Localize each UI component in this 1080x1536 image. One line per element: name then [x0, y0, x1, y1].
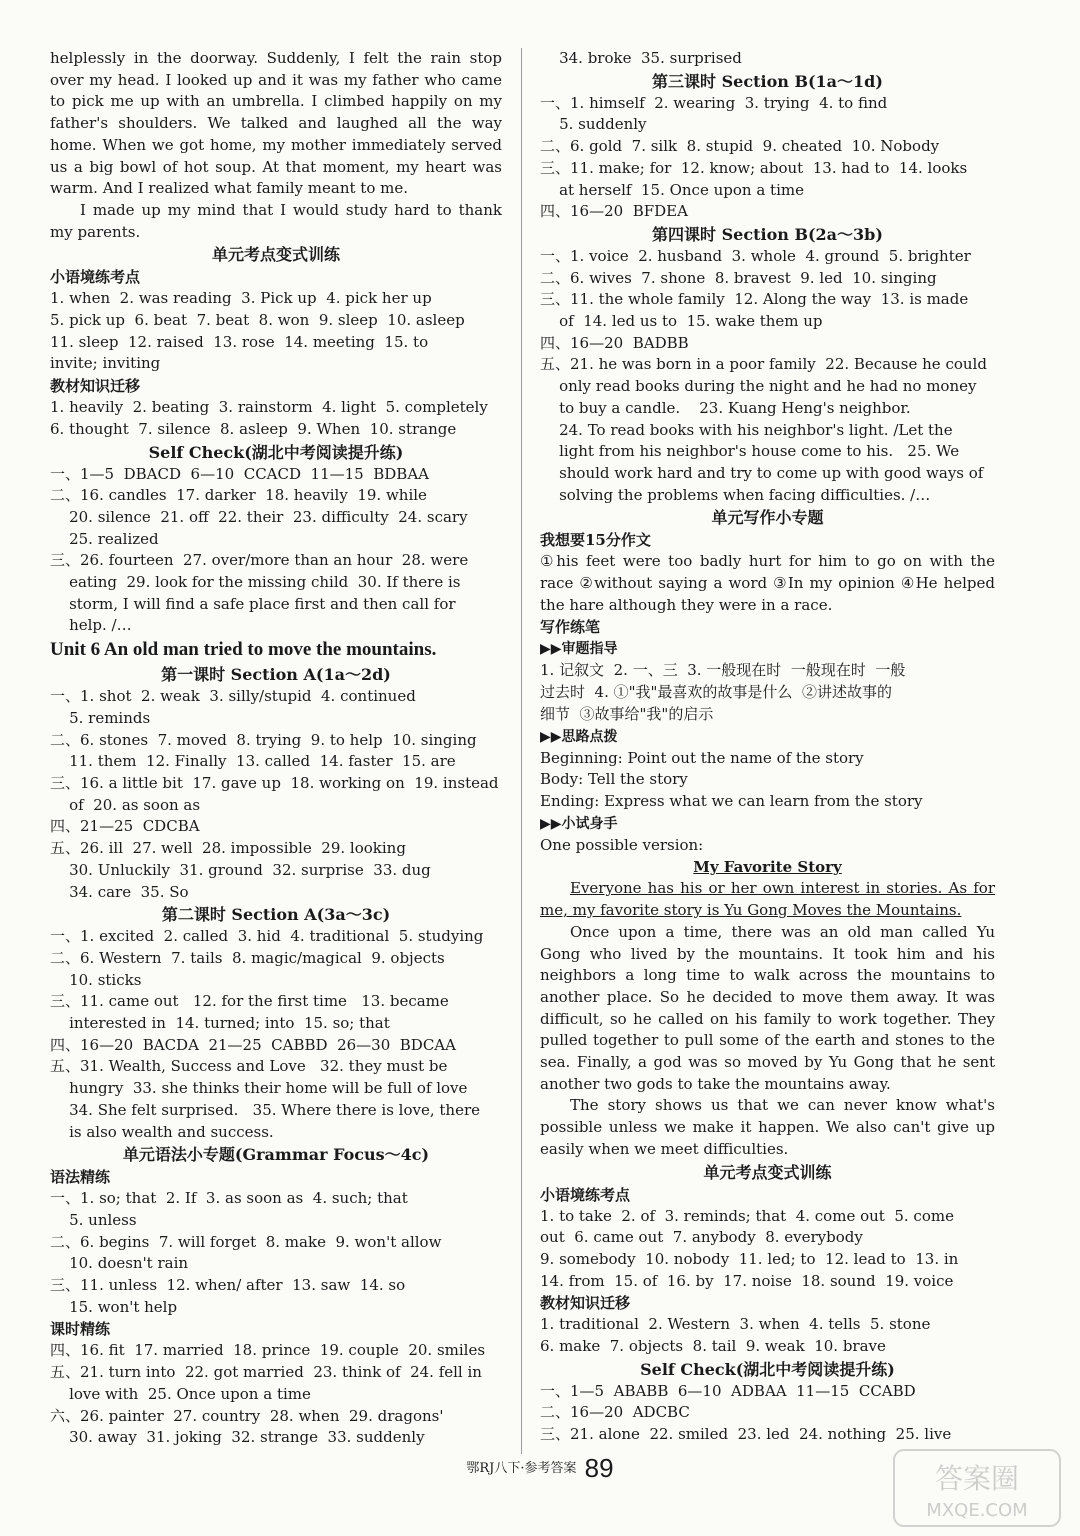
answer-line: 二、6. Western 7. tails 8. magic/magical 9. objects: [50, 948, 445, 967]
story-paragraph-1: Everyone has his or her own interest in stories. As for me, my favorite story is Yu Gong Moves the Mountains.: [540, 879, 995, 920]
answer-line: should work hard and try to come up with good ways of: [540, 463, 984, 482]
answer-line: Beginning: Point out the name of the story: [540, 748, 864, 767]
answers-keshi: [50, 1340, 502, 1449]
answer-line: 5. suddenly: [540, 115, 647, 134]
answer-line: 二、16—20 ADCBC: [540, 1403, 690, 1422]
label-xiaoyu-2: 小语境练考点: [540, 1185, 631, 1204]
answer-line: hungry 33. she thinks their home will be full of love: [50, 1079, 468, 1098]
answers-shenti: [540, 660, 995, 725]
watermark-bottom: MXQE.COM: [926, 1500, 1028, 1521]
answer-line: 过去时 4. ①"我"最喜欢的故事是什么 ②讲述故事的: [540, 683, 892, 702]
answer-line: 三、26. fourteen 27. over/more than an hour 28. were: [50, 551, 469, 570]
answers-continued: 34. broke 35. surprised: [540, 49, 742, 67]
answer-line: 14. from 15. of 16. by 17. noise 18. sound 19. voice: [540, 1271, 954, 1290]
want15-answer: ①his feet were too badly hurt for him to go on with the race ②without saying a word ③In my opinion ④He helped the hare although they were in a race.: [540, 552, 995, 614]
answer-line: 5. reminds: [50, 708, 151, 727]
answers-jiaocai: [50, 397, 502, 440]
label-want15: 我想要15分作文: [540, 531, 651, 550]
answer-line: 二、6. wives 7. shone 8. bravest 9. led 10. singing: [540, 268, 937, 287]
answer-line: 六、26. painter 27. country 28. when 29. dragons': [50, 1406, 444, 1425]
answer-line: 34. She felt surprised. 35. Where there is love, there: [50, 1100, 481, 1119]
label-yufa: 语法精练: [50, 1168, 111, 1187]
answer-line: 10. doesn't rain: [50, 1254, 189, 1273]
answer-line: 五、31. Wealth, Success and Love 32. they must be: [50, 1057, 448, 1076]
answer-line: at herself 15. Once upon a time: [540, 180, 804, 199]
answer-line: 6. make 7. objects 8. tail 9. weak 10. brave: [540, 1337, 886, 1356]
answer-line: 24. To read books with his neighbor's light. /Let the: [540, 420, 953, 439]
answer-line: 三、11. came out 12. for the first time 13. became: [50, 992, 449, 1011]
answers-yufa: [50, 1188, 502, 1318]
answer-line: 30. away 31. joking 32. strange 33. suddenly: [50, 1428, 425, 1447]
label-jiaocai: 教材知识迁移: [50, 377, 141, 396]
answer-line: 10. sticks: [50, 970, 142, 989]
answer-line: 二、6. begins 7. will forget 8. make 9. won't allow: [50, 1232, 442, 1251]
answers-lesson-4: [540, 246, 995, 506]
answer-line: 三、21. alone 22. smiled 23. led 24. nothing 25. live: [540, 1425, 952, 1444]
answer-line: eating 29. look for the missing child 30. If there is: [50, 573, 461, 592]
heading-grammar: 单元语法小专题(Grammar Focus～4c): [122, 1145, 430, 1165]
answer-line: interested in 14. turned; into 15. so; that: [50, 1014, 390, 1033]
answer-line: Body: Tell the story: [540, 770, 688, 789]
answer-line: 四、16—20 BACDA 21—25 CABBD 26—30 BDCAA: [50, 1035, 456, 1054]
unit-title: Unit 6 An old man tried to move the mountains.: [50, 639, 437, 661]
answers-xiaoyu-2: [540, 1206, 995, 1293]
answer-line: Ending: Express what we can learn from the story: [540, 791, 923, 810]
answer-line: 25. realized: [50, 529, 159, 548]
answer-line: light from his neighbor's house come to his. 25. We: [540, 442, 960, 461]
answers-jiaocai-2: [540, 1314, 995, 1357]
answer-line: 34. care 35. So: [50, 882, 189, 901]
intro-paragraph-2: I made up my mind that I would study hard to thank my parents.: [50, 200, 502, 241]
story-paragraph-3: The story shows us that we can never know what's possible unless we make it happen. We also can't give up easily when we meet difficulties.: [540, 1096, 995, 1158]
answer-line: 四、16—20 BADBB: [540, 333, 689, 352]
answer-line: help. /…: [50, 616, 132, 635]
answer-line: 一、1. himself 2. wearing 3. trying 4. to find: [540, 93, 888, 112]
label-jiaocai-2: 教材知识迁移: [540, 1294, 631, 1313]
left-column: [50, 48, 502, 1449]
answer-line: solving the problems when facing difficulties. /…: [540, 485, 931, 504]
answer-line: 11. sleep 12. raised 13. rose 14. meeting 15. to: [50, 332, 429, 351]
page-number: 89: [584, 1453, 614, 1483]
answer-line: 一、1. voice 2. husband 3. whole 4. ground 5. brighter: [540, 246, 971, 265]
answers-silu: [540, 748, 995, 813]
answer-line: 三、16. a little bit 17. gave up 18. working on 19. instead: [50, 773, 499, 792]
answer-line: 三、11. the whole family 12. Along the way 13. is made: [540, 290, 969, 309]
answer-line: 一、1—5 DBACD 6—10 CCACD 11—15 BDBAA: [50, 464, 429, 483]
answer-line: 五、26. ill 27. well 28. impossible 29. looking: [50, 839, 406, 858]
heading-lesson-2: 第二课时 Section A(3a～3c): [161, 905, 391, 925]
label-xiaoyu: 小语境练考点: [50, 268, 141, 287]
answer-line: 1. traditional 2. Western 3. when 4. tells 5. stone: [540, 1315, 931, 1334]
answer-line: 四、21—25 CDCBA: [50, 817, 200, 836]
column-divider: [521, 48, 522, 1454]
answer-line: 1. heavily 2. beating 3. rainstorm 4. light 5. completely: [50, 398, 488, 417]
answer-line: 30. Unluckily 31. ground 32. surprise 33. dug: [50, 860, 431, 879]
footer-label: 鄂RJ八下·参考答案: [466, 1461, 577, 1476]
answer-line: 1. when 2. was reading 3. Pick up 4. pick her up: [50, 289, 432, 308]
heading-lesson-3: 第三课时 Section B(1a～1d): [652, 71, 883, 91]
answer-line: 9. somebody 10. nobody 11. led; to 12. lead to 13. in: [540, 1249, 959, 1268]
answer-line: 五、21. turn into 22. got married 23. think of 24. fell in: [50, 1363, 482, 1382]
heading-self-check-2: Self Check(湖北中考阅读提升练): [640, 1359, 895, 1379]
label-silu: ▶▶思路点拨: [540, 728, 618, 745]
answers-self-check: [50, 464, 502, 638]
heading-self-check: Self Check(湖北中考阅读提升练): [148, 442, 404, 462]
heading-writing: 单元写作小专题: [711, 508, 824, 528]
heading-unit-training-2: 单元考点变式训练: [703, 1162, 832, 1182]
story-paragraph-2: Once upon a time, there was an old man called Yu Gong who lived by the mountains. It took him and his neighbors a long time to walk across the mountains to another place. So he decided to move them away. It was difficult, so he called on his family to work together. They pulled together to pull some of the earth and stones to the sea. Finally, a god was so moved by Yu Gong that he sent another two gods to take the mountains away.: [540, 922, 995, 1093]
answer-line: 1. 记叙文 2. 一、三 3. 一般现在时 一般现在时 一般: [540, 661, 906, 680]
answers-lesson-3: [540, 93, 995, 223]
answer-line: 二、6. gold 7. silk 8. stupid 9. cheated 10. Nobody: [540, 137, 940, 156]
answer-line: to buy a candle. 23. Kuang Heng's neighbor.: [540, 398, 911, 417]
answer-line: 5. unless: [50, 1210, 137, 1229]
answer-line: storm, I will find a safe place first and then call for: [50, 594, 456, 613]
answer-line: of 20. as soon as: [50, 795, 201, 814]
heading-lesson-1: 第一课时 Section A(1a～2d): [161, 665, 391, 685]
answer-line: 细节 ③故事给"我"的启示: [540, 704, 714, 723]
label-shenti: ▶▶审题指导: [540, 641, 618, 658]
label-bianbi: 写作练笔: [540, 618, 601, 637]
answer-line: 20. silence 21. off 22. their 23. difficulty 24. scary: [50, 507, 468, 526]
answer-line: 四、16—20 BFDEA: [540, 202, 688, 221]
answer-line: 三、11. unless 12. when/ after 13. saw 14. so: [50, 1276, 406, 1295]
answer-line: invite; inviting: [50, 354, 161, 373]
answer-line: love with 25. Once upon a time: [50, 1384, 311, 1403]
answer-line: 五、21. he was born in a poor family 22. Because he could: [540, 355, 987, 374]
answer-line: is also wealth and success.: [50, 1122, 274, 1141]
possible-version: One possible version:: [540, 835, 704, 854]
watermark-logo: [892, 1448, 1062, 1528]
answer-line: 5. pick up 6. beat 7. beat 8. won 9. sleep 10. asleep: [50, 311, 465, 330]
answer-line: 四、16. fit 17. married 18. prince 19. couple 20. smiles: [50, 1341, 486, 1360]
heading-lesson-4: 第四课时 Section B(2a～3b): [652, 224, 883, 244]
answers-self-check-2: [540, 1381, 995, 1446]
watermark-top: 答案圈: [934, 1462, 1020, 1495]
answer-line: 6. thought 7. silence 8. asleep 9. When 10. strange: [50, 419, 457, 438]
heading-unit-training: 单元考点变式训练: [211, 245, 340, 265]
answer-line: 1. to take 2. of 3. reminds; that 4. come out 5. come: [540, 1206, 954, 1225]
story-title: My Favorite Story: [693, 858, 842, 877]
answer-line: 一、1. excited 2. called 3. hid 4. traditional 5. studying: [50, 927, 484, 946]
answer-line: out 6. came out 7. anybody 8. everybody: [540, 1228, 863, 1247]
answer-line: 15. won't help: [50, 1297, 178, 1316]
answers-lesson-2: [50, 926, 502, 1143]
intro-paragraph-1: helplessly in the doorway. Suddenly, I felt the rain stop over my head. I looked up and it was my father who came to pick me up with an umbrella. I climbed happily on my father's shoulders. We talked and laughed all the way home. When we got home, my mother immediately served us a big bowl of hot soup. At that moment, my heart was warm. And I realized what family meant to me.: [50, 49, 502, 198]
label-keshi: 课时精练: [50, 1320, 111, 1339]
answer-line: 二、16. candles 17. darker 18. heavily 19. while: [50, 486, 427, 505]
answer-line: 一、1—5 ABABB 6—10 ADBAA 11—15 CCABD: [540, 1381, 916, 1400]
answer-line: only read books during the night and he had no money: [540, 377, 977, 396]
answer-line: 二、6. stones 7. moved 8. trying 9. to help 10. singing: [50, 730, 477, 749]
answer-line: 三、11. make; for 12. know; about 13. had to 14. looks: [540, 158, 968, 177]
answers-xiaoyu: [50, 288, 502, 375]
label-shishou: ▶▶小试身手: [540, 815, 618, 832]
answer-line: 11. them 12. Finally 13. called 14. faster 15. are: [50, 752, 456, 771]
answer-line: 一、1. shot 2. weak 3. silly/stupid 4. continued: [50, 687, 416, 706]
right-column: [540, 48, 995, 1446]
answers-lesson-1: [50, 686, 502, 903]
answer-line: of 14. led us to 15. wake them up: [540, 312, 823, 331]
answer-line: 一、1. so; that 2. If 3. as soon as 4. such; that: [50, 1189, 408, 1208]
